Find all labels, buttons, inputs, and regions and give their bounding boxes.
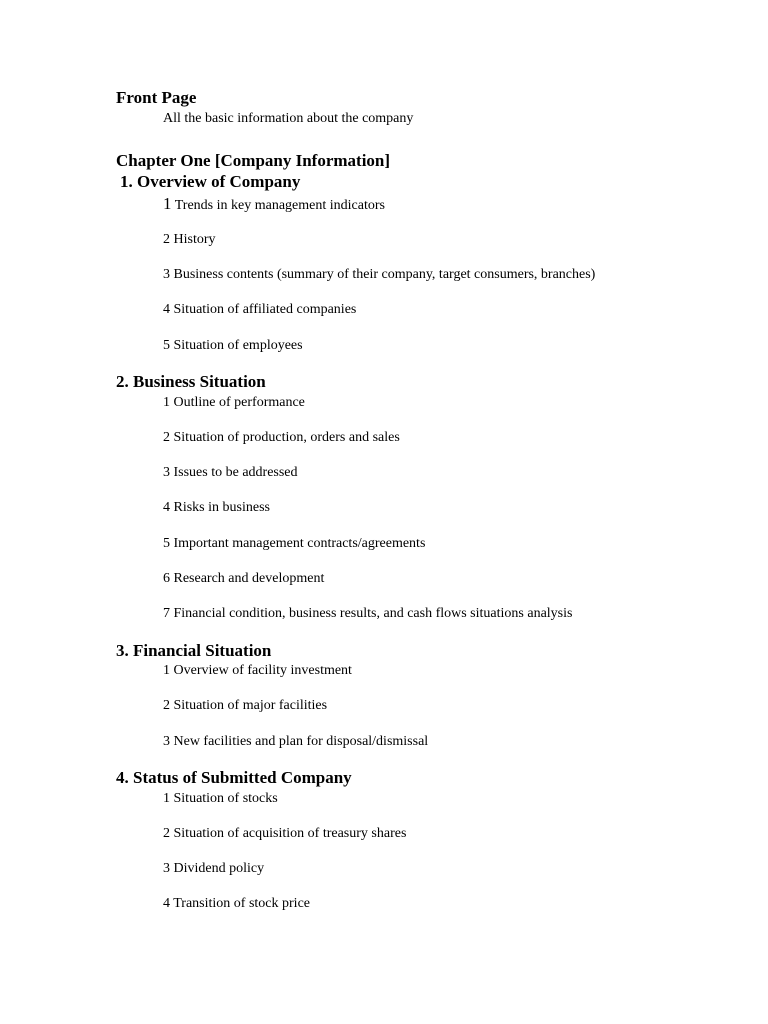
item-number: 5	[163, 536, 170, 551]
item-number: 4	[163, 302, 170, 317]
item-number: 3	[163, 861, 170, 876]
front-page-heading: Front Page	[116, 88, 197, 107]
list-item	[163, 535, 425, 553]
list-item	[163, 570, 324, 588]
item-text: Overview of facility investment	[173, 663, 352, 678]
chapter-one-heading: Chapter One [Company Information]	[116, 151, 391, 170]
item-text: Outline of performance	[173, 395, 305, 410]
list-item	[163, 825, 406, 843]
item-number: 1	[163, 791, 170, 806]
list-item	[163, 429, 400, 447]
list-item	[163, 464, 298, 482]
item-text: Situation of affiliated companies	[173, 302, 357, 317]
item-number: 1	[163, 194, 172, 213]
item-number: 3	[163, 465, 170, 480]
item-number: 6	[163, 571, 170, 586]
list-item	[163, 790, 278, 808]
item-number: 2	[163, 232, 170, 247]
front-page-description: All the basic information about the company	[163, 111, 414, 126]
list-item	[163, 895, 310, 913]
list-item	[163, 195, 385, 215]
item-number: 7	[163, 606, 170, 621]
item-text: Issues to be addressed	[173, 465, 298, 480]
list-item	[163, 231, 216, 249]
item-text: Situation of acquisition of treasury shares	[173, 826, 407, 841]
item-number: 4	[163, 500, 170, 515]
item-text: Situation of production, orders and sales	[173, 430, 400, 445]
section-heading: 3. Financial Situation	[116, 641, 272, 660]
section-heading: 1. Overview of Company	[120, 172, 301, 191]
item-text: Financial condition, business results, and cash flows situations analysis	[173, 606, 573, 621]
list-item	[163, 605, 572, 623]
list-item	[163, 662, 352, 680]
list-item	[163, 733, 428, 751]
item-text: Research and development	[173, 571, 325, 586]
item-text: Transition of stock price	[173, 896, 310, 911]
list-item	[163, 697, 327, 715]
item-number: 5	[163, 338, 170, 353]
list-item	[163, 337, 303, 355]
section-heading: 2. Business Situation	[116, 372, 266, 391]
item-text: History	[173, 232, 216, 247]
item-text: Dividend policy	[173, 861, 265, 876]
item-text: Trends in key management indicators	[174, 198, 385, 213]
item-number: 2	[163, 826, 170, 841]
item-number: 1	[163, 663, 170, 678]
item-number: 3	[163, 734, 170, 749]
item-number: 4	[163, 896, 170, 911]
item-text: Situation of major facilities	[173, 698, 328, 713]
item-text: Business contents (summary of their company, target consumers, branches)	[173, 267, 596, 282]
section-heading: 4. Status of Submitted Company	[116, 768, 352, 787]
item-text: Situation of stocks	[173, 791, 278, 806]
item-number: 2	[163, 698, 170, 713]
item-number: 2	[163, 430, 170, 445]
list-item	[163, 860, 264, 878]
item-text: Situation of employees	[173, 338, 303, 353]
item-number: 3	[163, 267, 170, 282]
item-text: Important management contracts/agreements	[173, 536, 426, 551]
list-item	[163, 301, 356, 319]
list-item	[163, 499, 270, 517]
item-text: Risks in business	[173, 500, 270, 515]
item-number: 1	[163, 395, 170, 410]
list-item	[163, 266, 595, 284]
item-text: New facilities and plan for disposal/dismissal	[173, 734, 429, 749]
list-item	[163, 394, 305, 412]
